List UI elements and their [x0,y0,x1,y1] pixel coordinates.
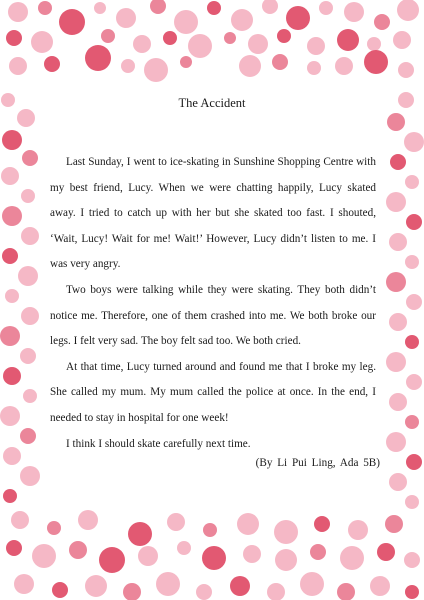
polka-dot [180,56,192,68]
polka-dot [138,546,158,566]
polka-dot [398,62,414,78]
polka-dot [319,1,333,15]
polka-dot [405,335,419,349]
polka-dot [20,428,36,444]
polka-dot [387,113,405,131]
polka-dot [406,294,422,310]
paragraph-3: At that time, Lucy turned around and found me that I broke my leg. She called my mum. My mum called the police at once. In the end, I needed to stay in hospital for one week! [50,360,376,424]
polka-dot [6,540,22,556]
polka-dot [144,58,168,82]
polka-dot [393,31,411,49]
polka-dot [121,59,135,73]
polka-dot [389,473,407,491]
polka-dot [2,130,22,150]
polka-dot [18,266,38,286]
polka-dot [21,307,39,325]
polka-dot [116,8,136,28]
polka-dot [348,520,368,540]
polka-dot [262,0,278,14]
polka-dot [377,543,395,561]
polka-dot [94,2,106,14]
polka-dot [307,61,321,75]
polka-dot [0,326,20,346]
polka-dot [20,466,40,486]
essay-title: The Accident [178,96,246,110]
polka-dot [85,45,111,71]
polka-dot [17,109,35,127]
polka-dot [11,511,29,529]
polka-dot [364,50,388,74]
polka-dot [267,583,285,600]
polka-dot [99,547,125,573]
polka-dot [405,415,419,429]
polka-dot [2,206,22,226]
polka-dot [23,389,37,403]
polka-dot [101,29,115,43]
polka-dot [243,545,261,563]
polka-dot [237,513,259,535]
polka-dot [59,9,85,35]
polka-dot [21,189,35,203]
polka-dot [397,0,419,21]
polka-dot [22,150,38,166]
polka-dot [196,584,212,600]
polka-dot [405,255,419,269]
polka-dot [367,37,381,51]
polka-dot [386,192,406,212]
polka-dot [85,575,107,597]
polka-dot [20,348,36,364]
polka-dot [389,393,407,411]
polka-dot [224,32,236,44]
polka-dot [275,549,297,571]
paragraph-2: Two boys were talking while they were skating. They both didn’t notice me. Therefore, one of them crashed into me. We both broke our legs. I felt very sad. The boy felt sad too. We both cried. [50,283,376,348]
polka-dot [0,406,20,426]
polka-dot [374,14,390,30]
polka-dot [307,37,325,55]
polka-dot [386,272,406,292]
polka-dot [47,521,61,535]
polka-dot [31,31,53,53]
polka-dot [389,233,407,251]
polka-dot [123,583,141,600]
polka-dot [406,374,422,390]
polka-dot [370,576,390,596]
polka-dot [177,541,191,555]
paragraph-4: I think I should skate carefully next time. [66,437,251,450]
polka-dot [386,432,406,452]
polka-dot [335,57,353,75]
polka-dot [337,29,359,51]
polka-dot [274,520,298,544]
polka-dot [38,1,52,15]
polka-dot [406,214,422,230]
polka-dot [150,0,166,14]
polka-dot [174,10,198,34]
polka-dot [3,367,21,385]
polka-dot [390,154,406,170]
polka-dot [52,582,68,598]
polka-dot [405,495,419,509]
polka-dot [9,57,27,75]
polka-dot [32,544,56,568]
polka-dot [231,9,253,31]
polka-dot [202,546,226,570]
polka-dot [3,447,21,465]
polka-dot [272,54,288,70]
polka-dot [277,29,291,43]
polka-dot [3,489,17,503]
polka-dot [21,227,39,245]
polka-dot [163,31,177,45]
polka-dot [188,34,212,58]
polka-dot [404,132,424,152]
polka-dot [167,513,185,531]
polka-dot [1,93,15,107]
polka-dot [69,541,87,559]
paragraph-1: Last Sunday, I went to ice-skating in Sunshine Shopping Centre with my best friend, Lucy. When we were chatting happily, Lucy skated away. I tried to catch up with her but she skated too fast. I shouted, ‘Wait, Lucy! Wait for me! Wait!’ However, Lucy didn’t listen to me. I was very angry. [50,156,376,271]
polka-dot [389,313,407,331]
polka-dot [230,576,250,596]
essay-page [40,84,384,502]
polka-dot [78,510,98,530]
polka-dot [405,585,419,599]
polka-dot [8,2,28,22]
polka-dot [128,522,152,546]
author-byline: (By Li Pui Ling, Ada 5B) [255,457,380,469]
polka-dot [310,544,326,560]
polka-dot [286,6,310,30]
polka-dot [344,2,364,22]
polka-dot [300,572,324,596]
essay-body [50,150,376,457]
polka-dot [398,92,414,108]
polka-dot [314,516,330,532]
polka-dot [156,572,180,596]
polka-dot [133,35,151,53]
polka-dot [405,175,419,189]
polka-dot [340,546,364,570]
polka-dot [337,583,355,600]
polka-dot [406,454,422,470]
polka-dot [2,248,18,264]
polka-dot [385,515,403,533]
polka-dot [44,56,60,72]
polka-dot [404,552,420,568]
polka-dot [5,289,19,303]
polka-dot [386,352,406,372]
polka-dot [239,55,261,77]
polka-dot [1,167,19,185]
polka-dot [6,30,22,46]
polka-dot [14,574,34,594]
polka-dot [207,1,221,15]
polka-dot [248,34,268,54]
polka-dot [203,523,217,537]
